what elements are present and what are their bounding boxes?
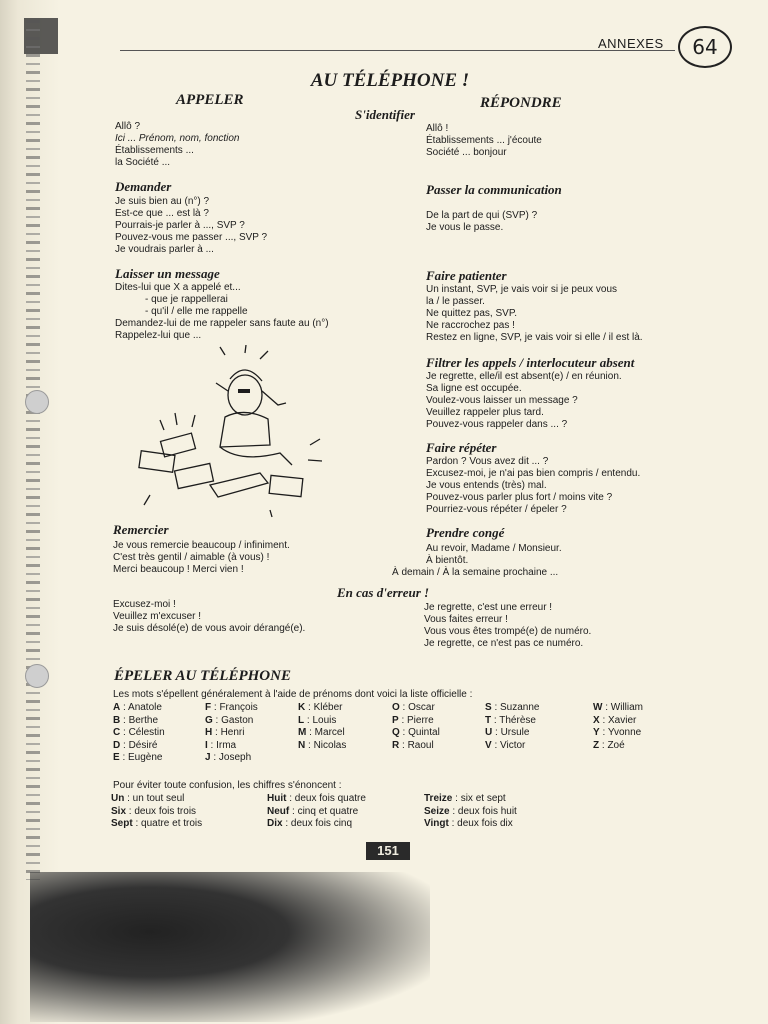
number-description: : quatre et trois (132, 818, 203, 829)
alphabet-entry (205, 752, 258, 765)
section-heading-laisser: Laisser un message (115, 266, 220, 281)
line: Pouvez-vous parler plus fort / moins vite ? (426, 492, 613, 503)
number-entry (424, 793, 517, 806)
patienter-list (426, 284, 643, 344)
number-entry (424, 806, 517, 819)
identify-right-list (426, 123, 542, 159)
section-heading-demander: Demander (115, 179, 172, 194)
number-word: Neuf (267, 805, 290, 817)
alphabet-entry (593, 702, 643, 715)
alphabet-letter: W (593, 702, 603, 713)
stressed-receptionist-illustration (120, 345, 340, 520)
number-entry (111, 818, 202, 831)
alphabet-letter: B (113, 714, 121, 726)
number-word: Six (111, 805, 127, 817)
column-heading-right: RÉPONDRE (480, 95, 562, 111)
numbers-intro: Pour éviter toute confusion, les chiffres s'énoncent : (113, 780, 342, 791)
alphabet-letter: O (392, 702, 400, 713)
number-word: Un (111, 793, 125, 804)
line: la / le passer. (426, 296, 485, 307)
section-heading-filtrer: Filtrer les appels / interlocuteur absent (426, 355, 635, 370)
number-description: : deux fois dix (448, 818, 513, 829)
number-entry (267, 793, 366, 806)
alphabet-letter: P (392, 714, 399, 726)
line: Je vous remercie beaucoup / infiniment. (113, 540, 290, 551)
line: De la part de qui (SVP) ? (426, 210, 538, 221)
alphabet-entry (485, 715, 539, 728)
alphabet-word: : Marcel (306, 727, 345, 738)
alphabet-entry (113, 715, 165, 728)
erreur-left-list (113, 599, 305, 635)
line: Demandez-lui de me rappeler sans faute au (n°) (115, 318, 329, 329)
line: Pouvez-vous rappeler dans ... ? (426, 419, 568, 430)
epeler-intro: Les mots s'épellent généralement à l'aide de prénoms dont voici la liste officielle : (113, 689, 473, 700)
alphabet-letter: S (485, 702, 492, 713)
line: Est-ce que ... est là ? (115, 208, 209, 219)
alphabet-entry (485, 740, 539, 753)
alphabet-entry (298, 727, 346, 740)
alphabet-entry (113, 727, 165, 740)
section-heading-erreur: En cas d'erreur ! (337, 585, 430, 600)
scan-shadow (30, 872, 430, 1022)
line: Un instant, SVP, je vais voir si je peux vous (426, 284, 618, 295)
number-description: : deux fois trois (126, 805, 197, 817)
alphabet-word: : Oscar (399, 702, 435, 713)
line: Ne quittez pas, SVP. (426, 308, 517, 319)
alphabet-letter: I (205, 739, 208, 751)
line: Pourrais-je parler à ..., SVP ? (115, 220, 245, 231)
handwritten-page-number: 64 (678, 26, 732, 68)
alphabet-letter: R (392, 739, 400, 751)
number-entry (267, 806, 366, 819)
alphabet-letter: U (485, 727, 493, 738)
number-column (424, 793, 517, 831)
alphabet-letter: D (113, 739, 121, 751)
alphabet-entry (485, 702, 539, 715)
alphabet-letter: G (205, 714, 213, 726)
line: Je suis désolé(e) de vous avoir dérangé(e). (113, 623, 306, 634)
line: Excusez-moi, je n'ai pas bien compris / entendu. (426, 468, 641, 479)
header-rule (120, 50, 675, 51)
alphabet-letter: M (298, 727, 307, 738)
passer-list (426, 210, 537, 234)
line: À bientôt. (426, 555, 469, 566)
alphabet-letter: L (298, 714, 305, 726)
number-word: Vingt (424, 818, 449, 829)
alphabet-letter: C (113, 727, 121, 738)
laisser-list (115, 282, 329, 342)
alphabet-word: : Berthe (120, 714, 159, 726)
line: Je vous entends (très) mal. (426, 480, 547, 491)
alphabet-entry (205, 727, 258, 740)
line: Je vous le passe. (426, 222, 504, 233)
alphabet-word: : Joseph (210, 752, 252, 763)
page-title: AU TÉLÉPHONE ! (310, 70, 470, 91)
alphabet-word: : William (602, 702, 644, 713)
alphabet-word: : Gaston (212, 714, 254, 726)
alphabet-entry (593, 727, 643, 740)
number-word: Seize (424, 805, 450, 817)
alphabet-letter: J (205, 752, 211, 763)
number-entry (111, 806, 202, 819)
section-heading-repeter: Faire répéter (426, 440, 497, 455)
alphabet-word: : Désiré (120, 739, 158, 751)
alphabet-letter: F (205, 702, 212, 713)
line: Je regrette, c'est une erreur ! (424, 602, 553, 613)
line: Ne raccrochez pas ! (426, 320, 515, 331)
filtrer-list (426, 371, 622, 431)
alphabet-word: : Anatole (120, 702, 162, 713)
number-description: : un tout seul (124, 793, 185, 804)
alphabet-entry (205, 702, 258, 715)
line: Je regrette, ce n'est pas ce numéro. (424, 638, 584, 649)
alphabet-letter: Z (593, 739, 600, 751)
number-column (267, 793, 366, 831)
section-heading-conge: Prendre congé (426, 525, 505, 540)
line: - que je rappellerai (145, 294, 228, 305)
alphabet-word: : Quintal (399, 727, 440, 738)
line: la Société ... (115, 157, 171, 168)
alphabet-word: : Victor (491, 739, 526, 751)
alphabet-entry (392, 727, 440, 740)
alphabet-entry (113, 702, 165, 715)
number-word: Dix (267, 818, 283, 829)
identify-left-list (115, 121, 240, 169)
alphabet-word: : Raoul (399, 739, 434, 751)
alphabet-word: : Xavier (599, 714, 637, 726)
section-label: ANNEXES (598, 36, 664, 51)
alphabet-entry (392, 715, 440, 728)
section-heading-passer: Passer la communication (426, 182, 562, 197)
line: Allô ! (426, 123, 449, 134)
line: C'est très gentil / aimable (à vous) ! (113, 552, 270, 563)
number-description: : deux fois huit (449, 805, 517, 817)
section-heading-remercier: Remercier (113, 522, 169, 537)
line: Merci beaucoup ! Merci vien ! (113, 564, 244, 575)
alphabet-entry (298, 715, 346, 728)
alphabet-column (113, 702, 165, 765)
alphabet-letter: E (113, 752, 120, 763)
alphabet-word: : François (211, 702, 258, 713)
repeter-list (426, 456, 640, 516)
alphabet-word: : Célestin (120, 727, 165, 738)
alphabet-letter: A (113, 702, 121, 713)
alphabet-word: : Yvonne (599, 727, 642, 738)
page-number: 151 (366, 842, 410, 860)
alphabet-word: : Thérèse (491, 714, 536, 726)
alphabet-column (392, 702, 440, 752)
number-description: : cinq et quatre (289, 805, 359, 817)
alphabet-letter: H (205, 727, 213, 738)
alphabet-word: : Kléber (305, 702, 343, 713)
alphabet-word: : Irma (207, 739, 237, 751)
alphabet-letter: T (485, 714, 492, 726)
binding-edge (26, 20, 40, 880)
alphabet-letter: Q (392, 727, 400, 738)
line: Établissements ... j'écoute (426, 135, 542, 146)
alphabet-entry (298, 740, 346, 753)
line: Restez en ligne, SVP, je vais voir si elle / il est là. (426, 332, 643, 343)
line: Société ... bonjour (426, 147, 507, 158)
number-entry (424, 818, 517, 831)
alphabet-entry (392, 740, 440, 753)
alphabet-entry (593, 740, 643, 753)
alphabet-column (298, 702, 346, 752)
epeler-heading: ÉPELER AU TÉLÉPHONE (114, 668, 291, 684)
alphabet-entry (113, 740, 165, 753)
conge-list (392, 543, 562, 579)
line: Je regrette, elle/il est absent(e) / en réunion. (426, 371, 622, 382)
alphabet-word: : Ursule (492, 727, 530, 738)
line: À demain / À la semaine prochaine ... (392, 567, 559, 578)
line: Dites-lui que X a appelé et... (115, 282, 241, 293)
line: Ici ... Prénom, nom, fonction (115, 133, 240, 144)
alphabet-entry (485, 727, 539, 740)
number-description: : deux fois quatre (286, 793, 366, 804)
alphabet-letter: V (485, 739, 492, 751)
line: Excusez-moi ! (113, 599, 176, 610)
number-word: Huit (267, 793, 287, 804)
alphabet-entry (205, 740, 258, 753)
line: Rappelez-lui que ... (115, 330, 202, 341)
number-description: : six et sept (452, 793, 506, 804)
line: Je voudrais parler à ... (115, 244, 214, 255)
punch-hole-bottom (25, 664, 49, 688)
line: Pouvez-vous me passer ..., SVP ? (115, 232, 268, 243)
alphabet-entry (205, 715, 258, 728)
number-entry (267, 818, 366, 831)
alphabet-letter: X (593, 714, 600, 726)
alphabet-column (593, 702, 643, 752)
alphabet-entry (392, 702, 440, 715)
line: Allô ? (115, 121, 141, 132)
line: Pardon ? Vous avez dit ... ? (426, 456, 549, 467)
alphabet-entry (298, 702, 346, 715)
punch-hole-top (25, 390, 49, 414)
alphabet-column (485, 702, 539, 752)
line: Veuillez m'excuser ! (113, 611, 202, 622)
alphabet-word: : Louis (304, 714, 337, 726)
number-entry (111, 793, 202, 806)
line: Sa ligne est occupée. (426, 383, 522, 394)
line: Veuillez rappeler plus tard. (426, 407, 544, 418)
line: Vous faites erreur ! (424, 614, 508, 625)
alphabet-letter: K (298, 702, 306, 713)
section-heading-patienter: Faire patienter (426, 268, 507, 283)
column-heading-left: APPELER (176, 92, 244, 108)
alphabet-word: : Zoé (599, 739, 625, 751)
number-word: Treize (424, 793, 453, 804)
alphabet-entry (113, 752, 165, 765)
identify-heading: S'identifier (355, 107, 415, 122)
line: Je suis bien au (n°) ? (115, 196, 210, 207)
line: Au revoir, Madame / Monsieur. (426, 543, 562, 554)
number-word: Sept (111, 818, 133, 829)
line: Voulez-vous laisser un message ? (426, 395, 578, 406)
remercier-list (113, 540, 290, 576)
line: Vous vous êtes trompé(e) de numéro. (424, 626, 592, 637)
alphabet-column (205, 702, 258, 765)
line: - qu'il / elle me rappelle (145, 306, 248, 317)
number-column (111, 793, 202, 831)
alphabet-word: : Eugène (119, 752, 163, 763)
number-description: : deux fois cinq (282, 818, 353, 829)
erreur-right-list (424, 602, 591, 650)
alphabet-letter: Y (593, 727, 600, 738)
alphabet-word: : Pierre (398, 714, 434, 726)
line: Pourriez-vous répéter / épeler ? (426, 504, 567, 515)
line: Établissements ... (115, 145, 194, 156)
alphabet-entry (593, 715, 643, 728)
alphabet-letter: N (298, 739, 306, 751)
demander-list (115, 196, 267, 256)
alphabet-word: : Henri (212, 727, 245, 738)
alphabet-word: : Suzanne (491, 702, 540, 713)
alphabet-word: : Nicolas (305, 739, 347, 751)
